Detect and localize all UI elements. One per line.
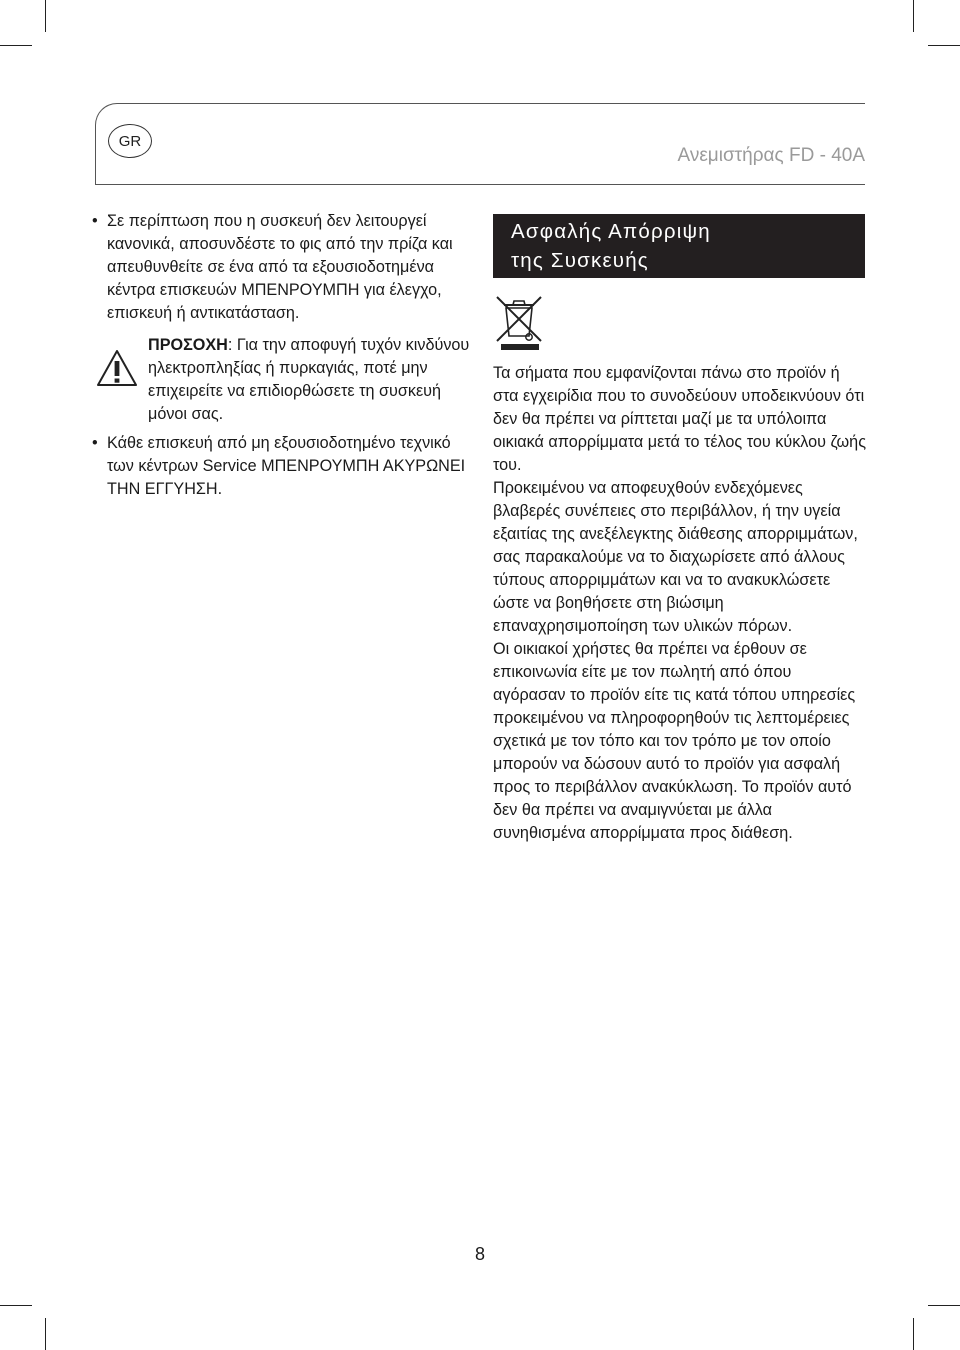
page-number: 8 [474,1244,485,1264]
section-heading-line-2: της Συσκευής [511,249,649,272]
disposal-paragraph-1: Τα σήματα που εμφανίζονται πάνω στο προϊόν ή στα εγχειρίδια που το συνοδεύουν υποδεικνύουν ότι δεν θα πρέπει να ρίπτεται μαζί με τα υπόλοιπα οικιακά απορρίμματα μετά το τέλος του κύκλου ζωής του. [493,364,866,474]
bullet-text: Κάθε επισκευή από μη εξουσιοδοτημένο τεχνικό των κέντρων Service ΜΠΕΝΡΟΥΜΠΗ ΑΚΥΡΩΝΕΙ ΤΗΝ ΕΓΓΥΗΣΗ. [107,434,466,498]
disposal-paragraph-2: Προκειμένου να αποφευχθούν ενδεχόμενες βλαβερές συνέπειες στο περιβάλλον, ή την υγεία εξαιτίας της ανεξέλεγκτης διάθεσης απορριμμάτων, σας παρακαλούμε να το διαχωρίσετε από άλλους τύπους απορριμμάτων και να το ανακυκλώσετε ώστε να βοηθήσετε στη βιώσιμη επαναχρησιμοποίηση των υλικών πόρων. [493,479,858,635]
warning-text: : Για την αποφυγή τυχόν κινδύνου ηλεκτροπληξίας ή πυρκαγιάς, ποτέ μην επιχειρείτε να επιδιορθώσετε τη συσκευή μόνοι σας. [148,336,470,423]
right-column [493,362,868,845]
crop-mark-left-bottom [0,1305,32,1306]
crop-mark-top-left [45,0,46,32]
crop-mark-bottom-left [45,1318,46,1350]
warning-label: ΠΡΟΣΟΧΗ [148,336,228,354]
language-badge: GR [108,124,152,158]
crop-mark-bottom-right [913,1318,914,1350]
section-heading-line-1: Ασφαλής Απόρριψη [511,220,711,243]
left-column [92,210,472,501]
disposal-paragraph-3: Οι οικιακοί χρήστες θα πρέπει να έρθουν σε επικοινωνία είτε με τον πωλητή από όπου αγόρασαν το προϊόν είτε τις κατά τόπου υπηρεσίες προκειμένου να πληροφορηθούν τις λεπτομέρειες σχετικά με τον τόπο και τον τρόπο με τον οποίο μπορούν να δώσουν αυτό το προϊόν για ασφαλή προς το περιβάλλον ανακύκλωση. Το προϊόν αυτό δεν θα πρέπει να αναμιγνύεται με άλλα συνηθισμένα απορρίμματα προς διάθεση. [493,640,856,842]
bullet-icon: • [92,212,98,230]
warning-notice [92,334,472,426]
bullet-text: Σε περίπτωση που η συσκευή δεν λειτουργεί κανονικά, αποσυνδέστε το φις από την πρίζα και απευθυνθείτε σε ένα από τα εξουσιοδοτημένα κέντρα επισκευών ΜΠΕΝΡΟΥΜΠΗ για έλεγχο, επισκευή ή αντικατάσταση. [107,212,453,322]
crossed-out-wheelie-bin-icon [493,292,547,352]
header-frame [95,103,865,185]
document-title: Ανεμιστήρας FD - 40A [677,145,865,166]
section-heading [493,214,865,278]
crop-mark-left-top [0,45,32,46]
crop-mark-top-right [913,0,914,32]
crop-mark-right-bottom [928,1305,960,1306]
warning-triangle-icon [95,348,139,388]
bullet-icon: • [92,434,98,452]
list-item [92,210,472,325]
list-item [92,432,472,501]
crop-mark-right-top [928,45,960,46]
